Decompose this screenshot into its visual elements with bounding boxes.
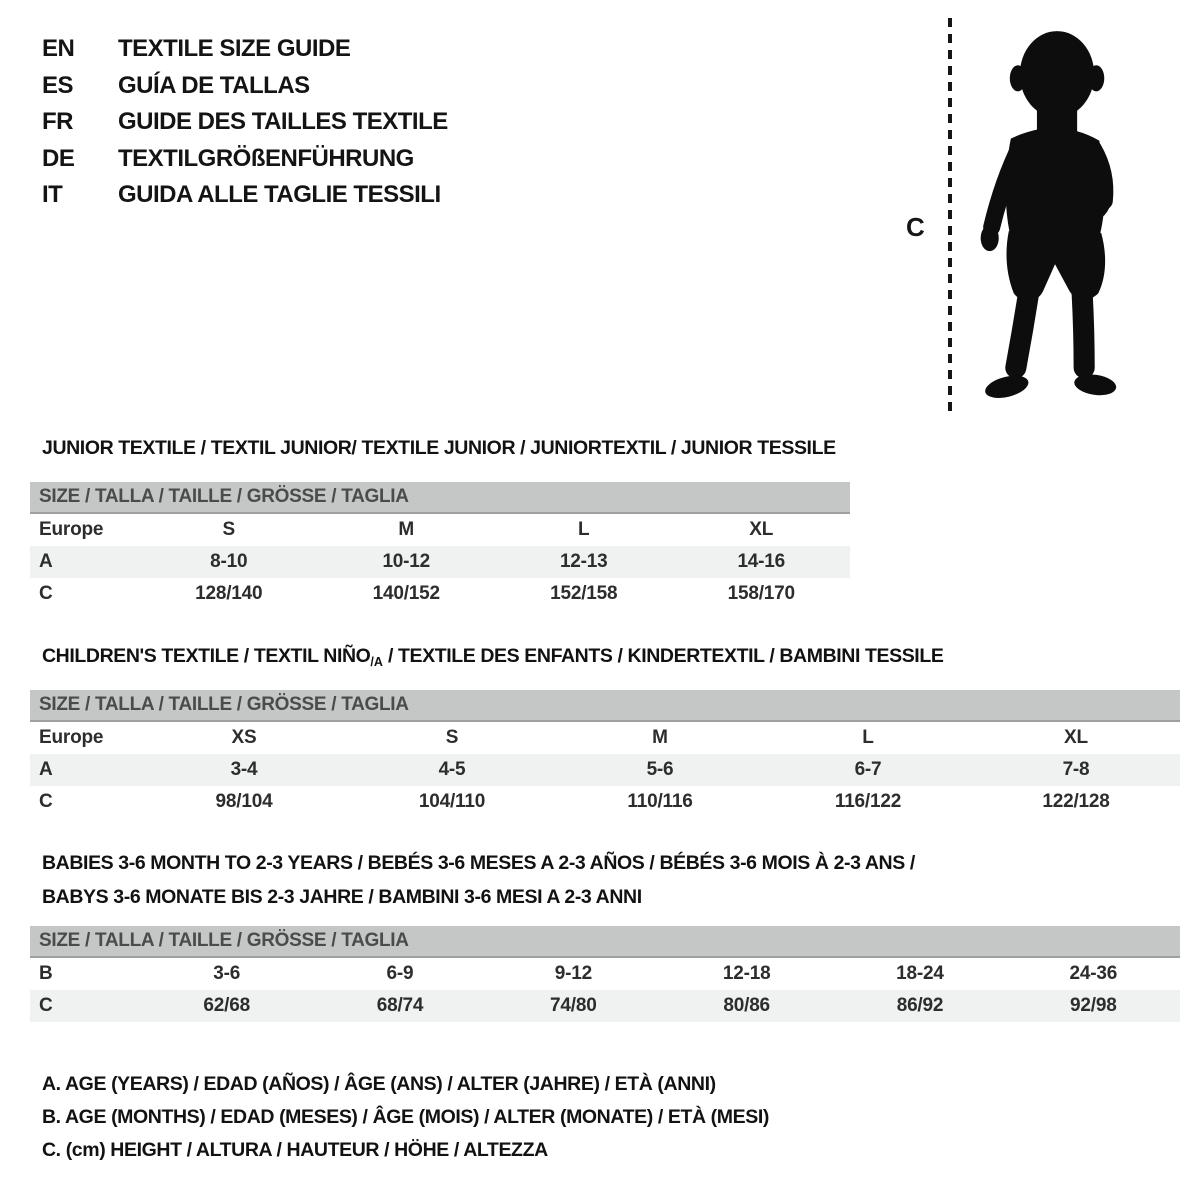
column-header: M — [652, 727, 668, 748]
table-cell: 158/170 — [727, 583, 795, 604]
table-cell: 12-18 — [722, 963, 771, 984]
column-header: S — [222, 519, 235, 540]
size-header-text: SIZE / TALLA / TAILLE / GRÖSSE / TAGLIA — [39, 930, 409, 951]
table-cell: 140/152 — [372, 583, 440, 604]
column-header: XL — [1064, 727, 1088, 748]
size-header-bar — [30, 482, 850, 514]
column-header: XS — [231, 727, 257, 748]
columns-row — [30, 722, 1180, 754]
table-row — [30, 578, 850, 610]
babies-size-table — [30, 926, 1180, 1022]
table-cell: 14-16 — [737, 551, 786, 572]
legend-line-a: A. AGE (YEARS) / EDAD (AÑOS) / ÂGE (ANS) / ALTER (JAHRE) / ETÀ (ANNI) — [42, 1073, 716, 1095]
section-title-children-post: / TEXTILE DES ENFANTS / KINDERTEXTIL / BAMBINI TESSILE — [382, 645, 944, 667]
column-header: M — [398, 519, 415, 540]
region-label: Europe — [39, 519, 104, 540]
table-row — [30, 546, 850, 578]
section-title-children-pre: CHILDREN'S TEXTILE / TEXTIL NIÑO — [42, 645, 371, 667]
table-cell: 5-6 — [646, 759, 674, 780]
language-row — [42, 104, 448, 141]
baby-silhouette-icon — [962, 16, 1138, 418]
row-label: A — [39, 551, 53, 572]
table-cell: 128/140 — [195, 583, 263, 604]
language-title: GUIDA ALLE TAGLIE TESSILI — [118, 181, 441, 209]
language-code: EN — [42, 35, 75, 63]
table-cell: 104/110 — [418, 791, 486, 812]
table-cell: 3-6 — [213, 963, 241, 984]
table-cell: 8-10 — [210, 551, 248, 572]
legend — [42, 1068, 769, 1167]
table-cell: 6-7 — [854, 759, 882, 780]
table-cell: 62/68 — [203, 995, 250, 1016]
column-header: XL — [749, 519, 774, 540]
junior-size-table — [30, 482, 850, 610]
section-title-children — [42, 644, 943, 670]
table-cell: 98/104 — [215, 791, 273, 812]
language-code: DE — [42, 144, 75, 172]
column-header: L — [862, 727, 874, 748]
size-header-bar — [30, 690, 1180, 722]
language-code: IT — [42, 181, 63, 209]
legend-line-c: C. (cm) HEIGHT / ALTURA / HAUTEUR / HÖHE / ALTEZZA — [42, 1139, 548, 1161]
table-cell: 92/98 — [1070, 995, 1117, 1016]
table-cell: 152/158 — [550, 583, 618, 604]
table-cell: 7-8 — [1062, 759, 1090, 780]
table-cell: 4-5 — [438, 759, 466, 780]
language-row — [42, 177, 448, 214]
table-row — [30, 958, 1180, 990]
column-header: L — [578, 519, 590, 540]
language-title: TEXTILGRÖßENFÜHRUNG — [118, 144, 414, 172]
language-title: GUÍA DE TALLAS — [118, 71, 310, 99]
row-label: B — [39, 963, 53, 984]
table-row — [30, 990, 1180, 1022]
language-title: GUIDE DES TAILLES TEXTILE — [118, 108, 448, 136]
size-header-text: SIZE / TALLA / TAILLE / GRÖSSE / TAGLIA — [39, 486, 409, 507]
legend-line-b: B. AGE (MONTHS) / EDAD (MESES) / ÂGE (MOIS) / ALTER (MONATE) / ETÀ (MESI) — [42, 1106, 769, 1128]
section-title-babies-line2: BABYS 3-6 MONATE BIS 2-3 JAHRE / BAMBINI 3-6 MESI A 2-3 ANNI — [42, 886, 642, 908]
language-list — [42, 31, 448, 214]
size-header-bar — [30, 926, 1180, 958]
height-measure-line — [948, 18, 952, 416]
region-label: Europe — [39, 727, 104, 748]
language-row — [42, 31, 448, 68]
height-measure-label: C — [906, 212, 925, 242]
table-cell: 80/86 — [723, 995, 770, 1016]
table-row — [30, 786, 1180, 818]
table-row — [30, 754, 1180, 786]
column-header: S — [445, 727, 459, 748]
section-title-babies — [42, 846, 915, 914]
row-label: A — [39, 759, 53, 780]
table-cell: 24-36 — [1069, 963, 1118, 984]
table-cell: 6-9 — [386, 963, 414, 984]
section-title-babies-line1: BABIES 3-6 MONTH TO 2-3 YEARS / BEBÉS 3-6 MESES A 2-3 AÑOS / BÉBÉS 3-6 MOIS À 2-3 ANS / — [42, 852, 915, 874]
section-title-junior: JUNIOR TEXTILE / TEXTIL JUNIOR/ TEXTILE JUNIOR / JUNIORTEXTIL / JUNIOR TESSILE — [42, 437, 836, 459]
table-cell: 9-12 — [554, 963, 592, 984]
table-cell: 116/122 — [834, 791, 902, 812]
language-row — [42, 141, 448, 178]
table-cell: 3-4 — [230, 759, 258, 780]
language-row — [42, 68, 448, 105]
row-label: C — [39, 791, 53, 812]
table-cell: 12-13 — [559, 551, 608, 572]
section-title-children-subscript: /A — [370, 654, 383, 669]
table-cell: 18-24 — [896, 963, 944, 984]
row-label: C — [39, 583, 53, 604]
row-label: C — [39, 995, 53, 1016]
size-header-text: SIZE / TALLA / TAILLE / GRÖSSE / TAGLIA — [39, 694, 409, 715]
language-title: TEXTILE SIZE GUIDE — [118, 35, 351, 63]
table-cell: 10-12 — [382, 551, 431, 572]
language-code: ES — [42, 71, 74, 99]
table-cell: 110/116 — [627, 791, 693, 812]
table-cell: 122/128 — [1042, 791, 1110, 812]
children-size-table — [30, 690, 1180, 818]
language-code: FR — [42, 108, 73, 136]
table-cell: 68/74 — [376, 995, 424, 1016]
columns-row — [30, 514, 850, 546]
table-cell: 86/92 — [896, 995, 944, 1016]
table-cell: 74/80 — [550, 995, 597, 1016]
